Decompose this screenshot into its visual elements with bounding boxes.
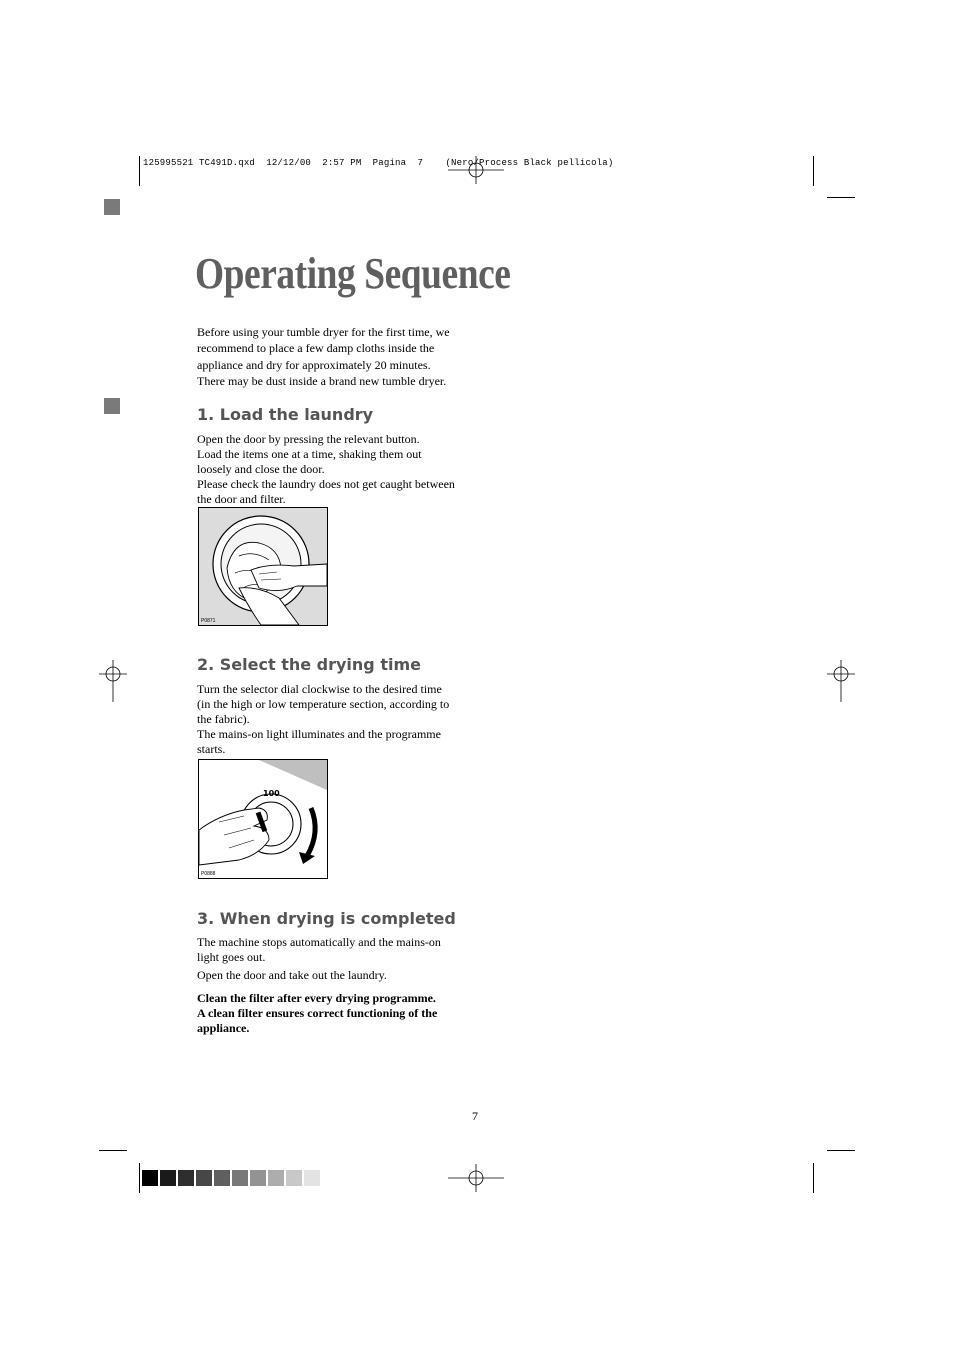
figure-code: P0888 — [201, 871, 216, 877]
section-heading-select-time: 2. Select the drying time — [197, 655, 421, 674]
print-slug: 125995521 TC491D.qxd 12/12/00 2:57 PM Pagina 7 (Nero/Process Black pellicola) — [143, 158, 614, 168]
crop-mark — [139, 156, 140, 186]
warning-note — [197, 991, 487, 1036]
intro-line: recommend to place a few damp cloths inside the — [197, 341, 435, 355]
color-swatch — [286, 1170, 302, 1186]
figure-code: P0871 — [201, 618, 216, 624]
margin-marker — [104, 199, 120, 215]
text-line: Load the items one at a time, shaking them out — [197, 447, 422, 461]
hand-turning-dial-icon — [199, 760, 327, 878]
intro-line: There may be dust inside a brand new tumble dryer. — [197, 374, 447, 388]
crop-mark — [813, 1163, 814, 1193]
crop-mark — [139, 1163, 140, 1193]
registration-target-icon — [99, 660, 127, 702]
color-swatch — [160, 1170, 176, 1186]
text-line: The mains-on light illuminates and the programme — [197, 727, 441, 741]
section-text-select-time — [197, 682, 487, 757]
intro-paragraph — [197, 324, 477, 389]
color-swatch — [196, 1170, 212, 1186]
page-title: Operating Sequence — [195, 249, 511, 298]
crop-mark — [827, 1150, 855, 1151]
text-line: (in the high or low temperature section, according to — [197, 697, 450, 711]
text-line: Clean the filter after every drying programme. — [197, 991, 436, 1005]
selector-dial-illustration — [198, 759, 328, 879]
dial-label: 100 — [263, 789, 280, 798]
text-line: the door and filter. — [197, 492, 286, 506]
text-line: appliance. — [197, 1021, 250, 1035]
crop-mark — [813, 156, 814, 186]
intro-line: Before using your tumble dryer for the first time, we — [197, 325, 450, 339]
text-line: The machine stops automatically and the mains-on — [197, 935, 441, 949]
page-number: 7 — [472, 1109, 478, 1123]
text-line: starts. — [197, 742, 226, 756]
color-swatch — [142, 1170, 158, 1186]
text-line: Please check the laundry does not get caught between — [197, 477, 455, 491]
color-swatch — [250, 1170, 266, 1186]
margin-marker — [104, 398, 120, 414]
color-swatch — [232, 1170, 248, 1186]
registration-target-icon — [827, 660, 855, 702]
section-text-load-laundry — [197, 432, 487, 507]
text-line: loosely and close the door. — [197, 462, 325, 476]
text-line: light goes out. — [197, 950, 266, 964]
color-swatch — [268, 1170, 284, 1186]
color-swatch — [214, 1170, 230, 1186]
registration-target-icon — [448, 1164, 504, 1192]
crop-mark — [827, 197, 855, 198]
section-heading-load-laundry: 1. Load the laundry — [197, 405, 374, 424]
text-line: Turn the selector dial clockwise to the desired time — [197, 682, 442, 696]
intro-line: appliance and dry for approximately 20 minutes. — [197, 358, 431, 372]
text-line: Open the door and take out the laundry. — [197, 968, 387, 982]
color-swatch — [178, 1170, 194, 1186]
section-heading-drying-completed: 3. When drying is completed — [197, 909, 456, 928]
text-line: Open the door by pressing the relevant button. — [197, 432, 420, 446]
load-laundry-illustration — [198, 507, 328, 626]
crop-mark — [99, 1150, 127, 1151]
color-swatch — [304, 1170, 320, 1186]
text-line: A clean filter ensures correct functioning of the — [197, 1006, 438, 1020]
section-text-drying-completed — [197, 935, 487, 1036]
text-line: the fabric). — [197, 712, 250, 726]
hands-loading-drum-icon — [199, 508, 327, 625]
